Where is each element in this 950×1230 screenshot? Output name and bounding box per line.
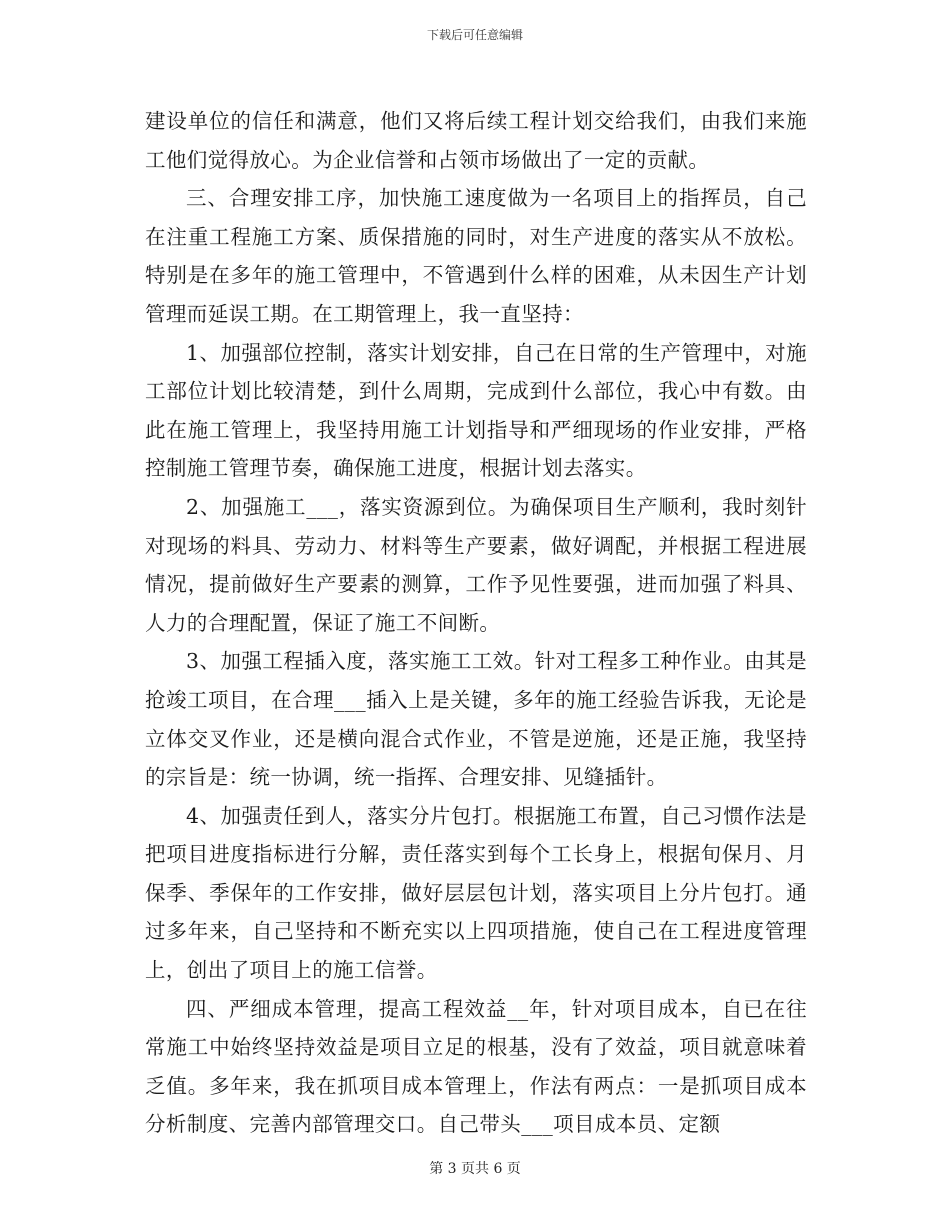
paragraph: 1、加强部位控制，落实计划安排，自己在日常的生产管理中，对施工部位计划比较清楚，到什么周期，完成到什么部位，我心中有数。由此在施工管理上，我坚持用施工计划指导和严细现场的作业安排，严格控制施工管理节奏，确保施工进度，根据计划去落实。 (145, 340, 807, 481)
paragraph: 3、加强工程插入度，落实施工工效。针对工程多工种作业。由其是抢竣工项目，在合理___插入上是关键，多年的施工经验告诉我，无论是立体交叉作业，还是横向混合式作业，不管是逆施，还是正施，我坚持的宗旨是：统一协调，统一指挥、合理安排、见缝插针。 (145, 649, 807, 790)
document-body (145, 102, 807, 1144)
paragraph: 建设单位的信任和满意，他们又将后续工程计划交给我们，由我们来施工他们觉得放心。为企业信誉和占领市场做出了一定的贡献。 (145, 109, 807, 172)
paragraph: 四、严细成本管理，提高工程效益__年，针对项目成本，自已在往常施工中始终坚持效益是项目立足的根基，没有了效益，项目就意味着乏值。多年来，我在抓项目成本管理上，作法有两点：一是抓项目成本分析制度、完善内部管理交口。自己带头___项目成本员、定额 (145, 996, 807, 1137)
paragraph: 2、加强施工___，落实资源到位。为确保项目生产顺利，我时刻针对现场的料具、劳动力、材料等生产要素，做好调配，并根据工程进展情况，提前做好生产要素的测算，工作予见性要强，进而加强了料具、人力的合理配置，保证了施工不间断。 (145, 494, 807, 635)
paragraph: 4、加强责任到人，落实分片包打。根据施工布置，自己习惯作法是把项目进度指标进行分解，责任落实到每个工长身上，根据旬保月、月保季、季保年的工作安排，做好层层包计划，落实项目上分片包打。通过多年来，自己坚持和不断充实以上四项措施，使自己在工程进度管理上，创出了项目上的施工信誉。 (145, 803, 807, 983)
page-footer: 第 3 页共 6 页 (429, 1161, 521, 1177)
paragraph: 三、合理安排工序，加快施工速度做为一名项目上的指挥员，自己在注重工程施工方案、质保措施的同时，对生产进度的落实从不放松。特别是在多年的施工管理中，不管遇到什么样的困难，从未因生产计划管理而延误工期。在工期管理上，我一直坚持： (145, 186, 807, 326)
page-header: 下载后可任意编辑 (426, 28, 523, 42)
